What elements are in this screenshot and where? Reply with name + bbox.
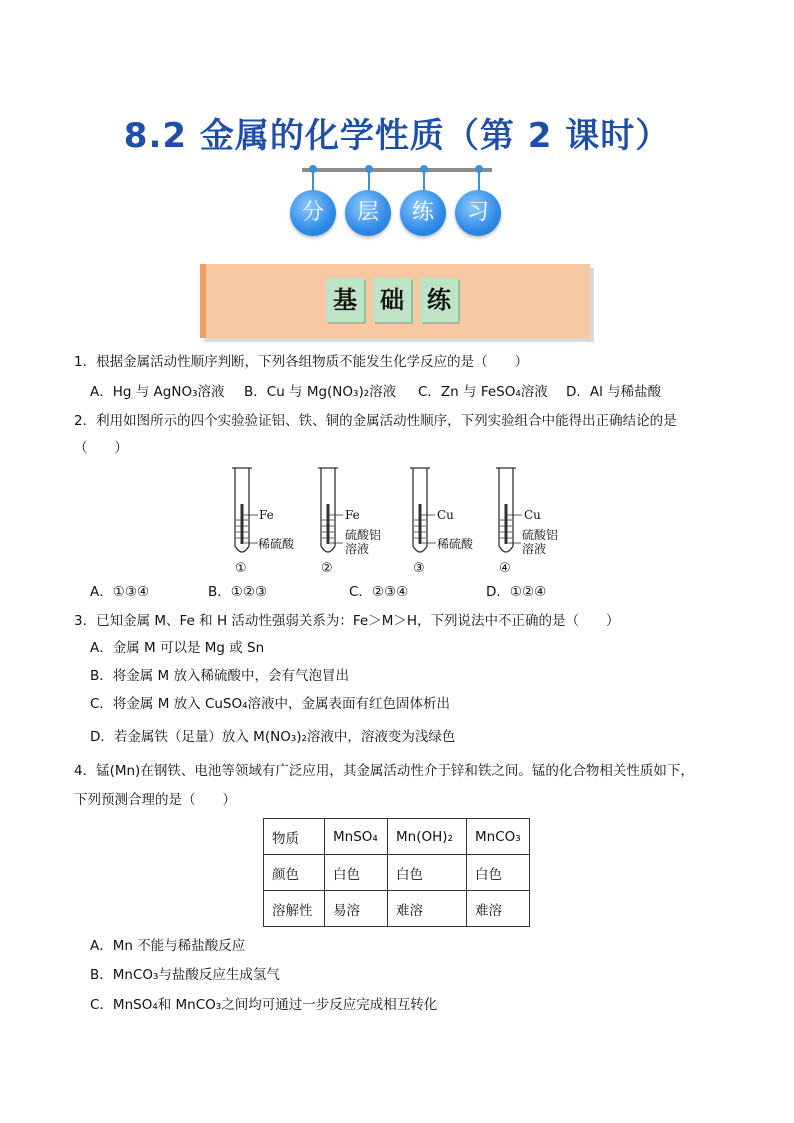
- tube-4-solution-label: 硫酸铝溶液: [522, 528, 559, 556]
- manganese-compound-table: [263, 818, 530, 927]
- tube-4-number: ④: [499, 561, 511, 576]
- table-cell: 难溶: [388, 891, 467, 927]
- banner-tile-lian: 练: [420, 278, 458, 322]
- question-1-option-c: C．Zn 与 FeSO₄溶液: [418, 384, 548, 400]
- table-cell: 难溶: [467, 891, 530, 927]
- question-1-stem: 1．根据金属活动性顺序判断，下列各组物质不能发生化学反应的是（ ）: [74, 354, 529, 370]
- page-title: 8.2 金属的化学性质（第 2 课时）: [123, 116, 671, 156]
- question-3-option-a: A．金属 M 可以是 Mg 或 Sn: [90, 640, 265, 656]
- question-4-option-b: B．MnCO₃与盐酸反应生成氢气: [90, 967, 280, 983]
- badge-fen: 分: [290, 190, 336, 236]
- table-cell: 溶解性: [264, 891, 325, 927]
- table-cell: Mn(OH)₂: [388, 819, 467, 855]
- tube-3-solution-label: 稀硫酸: [437, 537, 474, 551]
- table-cell: 易溶: [325, 891, 388, 927]
- badge-ceng: 层: [345, 190, 391, 236]
- question-3-stem: 3．已知金属 M、Fe 和 H 活动性强弱关系为：Fe＞M＞H，下列说法中不正确的是（ ）: [74, 613, 620, 629]
- question-3-option-c: C．将金属 M 放入 CuSO₄溶液中，金属表面有红色固体析出: [90, 696, 451, 712]
- question-3-option-b: B．将金属 M 放入稀硫酸中，会有气泡冒出: [90, 668, 349, 684]
- tube-1-number: ①: [235, 561, 247, 576]
- question-2-option-b: B．①②③: [208, 584, 268, 600]
- question-2-option-a: A．①③④: [90, 584, 150, 600]
- question-4-stem-cont: 下列预测合理的是（ ）: [74, 792, 236, 808]
- table-cell: 颜色: [264, 855, 325, 891]
- question-2-option-c: C．②③④: [349, 584, 409, 600]
- question-3-option-d: D．若金属铁（足量）放入 M(NO₃)₂溶液中，溶液变为浅绿色: [90, 729, 456, 745]
- table-row: [264, 819, 530, 855]
- tube-1-solution-label: 稀硫酸: [258, 537, 295, 551]
- question-1-option-d: D．Al 与稀盐酸: [566, 384, 662, 400]
- question-4-option-a: A．Mn 不能与稀盐酸反应: [90, 938, 246, 954]
- question-1-option-a: A．Hg 与 AgNO₃溶液: [90, 384, 225, 400]
- table-cell: 白色: [325, 855, 388, 891]
- tube-1-metal-label: Fe: [259, 508, 274, 522]
- tube-2-number: ②: [321, 561, 333, 576]
- banner-tile-ji: 基: [326, 278, 364, 322]
- tube-2-metal-label: Fe: [345, 508, 360, 522]
- tube-2-solution-label: 硫酸铝溶液: [345, 528, 382, 556]
- table-cell: 白色: [388, 855, 467, 891]
- table-row: [264, 891, 530, 927]
- test-tube-4: [496, 468, 516, 552]
- table-cell: 白色: [467, 855, 530, 891]
- question-1-option-b: B．Cu 与 Mg(NO₃)₂溶液: [244, 384, 397, 400]
- question-2-option-d: D．①②④: [486, 584, 547, 600]
- question-2-stem-cont: （ ）: [74, 440, 128, 456]
- test-tube-3: [410, 468, 430, 552]
- question-4-option-c: C．MnSO₄和 MnCO₃之间均可通过一步反应完成相互转化: [90, 997, 438, 1013]
- test-tube-1: [232, 468, 252, 552]
- test-tube-2: [318, 468, 338, 552]
- test-tubes-drawing: [0, 460, 794, 590]
- section-banner: [200, 264, 590, 338]
- badge-lian: 练: [400, 190, 446, 236]
- table-row: [264, 855, 530, 891]
- badge-xi: 习: [455, 190, 501, 236]
- tube-4-metal-label: Cu: [524, 508, 541, 522]
- tube-3-number: ③: [413, 561, 425, 576]
- question-4-stem: 4．锰(Mn)在钢铁、电池等领域有广泛应用，其金属活动性介于锌和铁之间。锰的化合物相关性质如下，: [74, 763, 694, 779]
- question-2-stem: 2．利用如图所示的四个实验验证铝、铁、铜的金属活动性顺序，下列实验组合中能得出正确结论的是: [74, 413, 677, 429]
- table-cell: 物质: [264, 819, 325, 855]
- table-cell: MnSO₄: [325, 819, 388, 855]
- table-cell: MnCO₃: [467, 819, 530, 855]
- tube-3-metal-label: Cu: [437, 508, 454, 522]
- banner-tile-chu: 础: [373, 278, 411, 322]
